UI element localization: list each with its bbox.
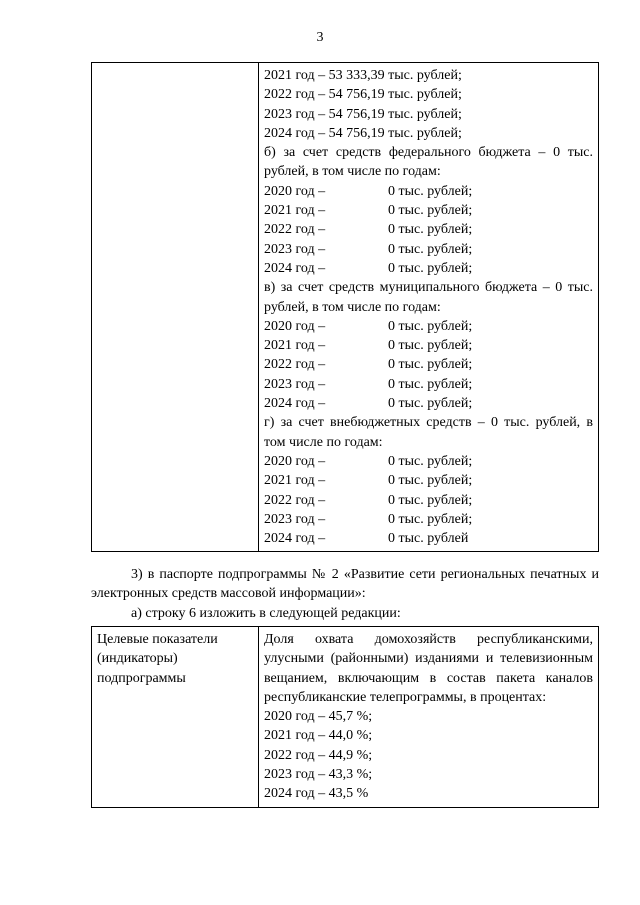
extrabudget-row xyxy=(264,510,593,529)
indicator-year-line: 2024 год – 43,5 % xyxy=(264,786,369,802)
funding-table xyxy=(91,62,599,552)
year-label: 2022 год – xyxy=(264,492,326,508)
funding-line: 2024 год – 54 756,19 тыс. рублей; xyxy=(264,125,462,141)
year-label: 2022 год – xyxy=(264,357,326,373)
municipal-row xyxy=(264,336,593,355)
municipal-row xyxy=(264,317,593,336)
year-label: 2024 год – xyxy=(264,396,326,412)
amendment-subparagraph: а) строку 6 изложить в следующей редакции: xyxy=(131,606,401,621)
indicator-year-line: 2022 год – 44,9 %; xyxy=(264,747,373,763)
indicator-year-line: 2020 год – 45,7 %; xyxy=(264,709,373,725)
page-number: 3 xyxy=(316,30,324,45)
year-label: 2023 год – xyxy=(264,376,326,392)
amount: 0 тыс. рублей; xyxy=(388,376,473,392)
amount: 0 тыс. рублей; xyxy=(388,260,473,276)
amount: 0 тыс. рублей; xyxy=(388,318,473,334)
amount: 0 тыс. рублей; xyxy=(388,203,473,219)
year-label: 2023 год – xyxy=(264,511,326,527)
year-label: 2024 год – xyxy=(264,260,326,276)
indicator-description: Доля охвата домохозяйств республиканскими, улусными (районными) изданиями и телевизионным вещанием, включающим в состав пакета каналов республиканские телепрограммы, в процентах: xyxy=(264,632,593,705)
amendment-paragraph: 3) в паспорте подпрограммы № 2 «Развитие сети региональных печатных и электронных средств массовой информации»: xyxy=(91,567,599,602)
federal-row xyxy=(264,240,593,259)
amount: 0 тыс. рублей; xyxy=(388,511,473,527)
amount: 0 тыс. рублей; xyxy=(388,222,473,238)
federal-row xyxy=(264,201,593,220)
year-label: 2021 год – xyxy=(264,203,326,219)
extrabudget-row xyxy=(264,452,593,471)
year-label: 2023 год – xyxy=(264,241,326,257)
amount: 0 тыс. рублей; xyxy=(388,492,473,508)
amount: 0 тыс. рублей; xyxy=(388,357,473,373)
amount: 0 тыс. рублей; xyxy=(388,183,473,199)
funding-label-cell xyxy=(92,63,259,552)
amount: 0 тыс. рублей xyxy=(388,531,469,547)
indicator-year-line: 2023 год – 43,3 %; xyxy=(264,767,373,783)
amount: 0 тыс. рублей; xyxy=(388,396,473,412)
amount: 0 тыс. рублей; xyxy=(388,338,473,354)
year-label: 2021 год – xyxy=(264,473,326,489)
funding-values-cell xyxy=(259,63,599,552)
year-label: 2020 год – xyxy=(264,453,326,469)
municipal-budget-header: в) за счет средств муниципального бюджета – 0 тыс. рублей, в том числе по годам: xyxy=(264,280,593,315)
federal-row xyxy=(264,259,593,278)
extrabudget-row xyxy=(264,529,593,548)
municipal-row xyxy=(264,375,593,394)
funding-line: 2022 год – 54 756,19 тыс. рублей; xyxy=(264,87,462,103)
federal-row xyxy=(264,220,593,239)
amount: 0 тыс. рублей; xyxy=(388,241,473,257)
federal-row xyxy=(264,182,593,201)
year-label: 2024 год – xyxy=(264,531,326,547)
amount: 0 тыс. рублей; xyxy=(388,473,473,489)
amount: 0 тыс. рублей; xyxy=(388,453,473,469)
indicators-table xyxy=(91,626,599,808)
extrabudget-row xyxy=(264,491,593,510)
funding-line: 2021 год – 53 333,39 тыс. рублей; xyxy=(264,68,462,83)
indicator-year-line: 2021 год – 44,0 %; xyxy=(264,728,373,744)
funding-line: 2023 год – 54 756,19 тыс. рублей; xyxy=(264,106,462,122)
extrabudget-row xyxy=(264,471,593,490)
municipal-row xyxy=(264,355,593,374)
year-label: 2021 год – xyxy=(264,338,326,354)
federal-budget-header: б) за счет средств федерального бюджета – 0 тыс. рублей, в том числе по годам: xyxy=(264,145,593,180)
year-label: 2020 год – xyxy=(264,183,326,199)
extrabudget-header: г) за счет внебюджетных средств – 0 тыс. рублей, в том числе по годам: xyxy=(264,415,593,450)
indicators-values-cell xyxy=(259,627,599,808)
indicators-label-cell: Целевые показатели (индикаторы) подпрограммы xyxy=(92,627,259,808)
municipal-row xyxy=(264,394,593,413)
year-label: 2022 год – xyxy=(264,222,326,238)
year-label: 2020 год – xyxy=(264,318,326,334)
